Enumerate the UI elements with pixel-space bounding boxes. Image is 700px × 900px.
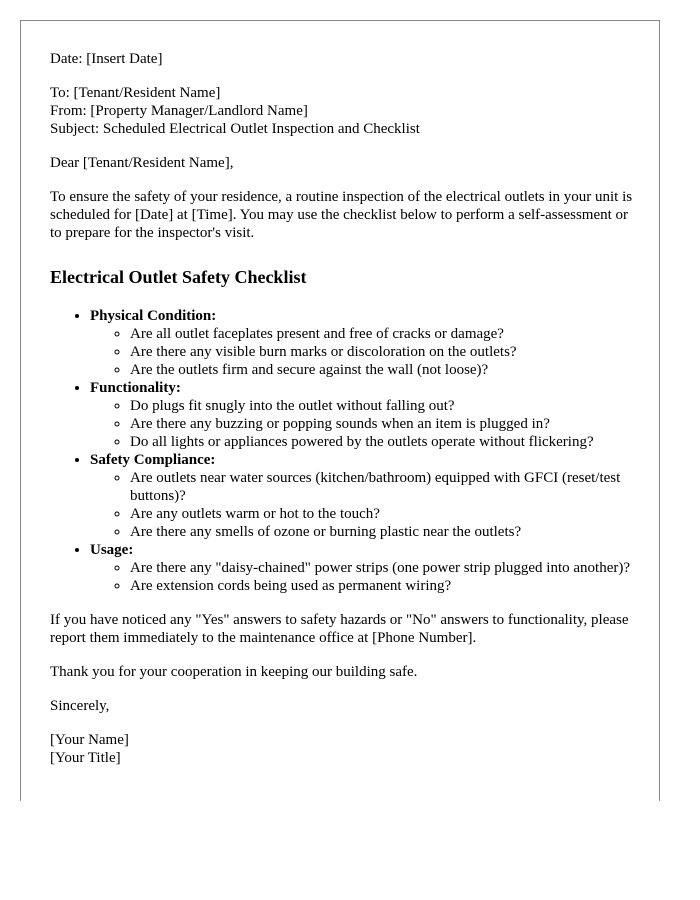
section-title: Safety Compliance:: [90, 452, 216, 468]
signoff: Sincerely,: [50, 698, 110, 714]
checklist: [50, 307, 635, 595]
checklist-question: ◦ Are there any smells of ozone or burning plastic near the outlets?: [130, 523, 635, 541]
checklist-question: ◦ Are all outlet faceplates present and free of cracks or damage?: [130, 325, 635, 343]
thanks-line: Thank you for your cooperation in keeping our building safe.: [50, 664, 418, 680]
question-list: [90, 559, 635, 595]
address-block: [50, 84, 635, 138]
checklist-section: [90, 307, 635, 379]
salutation: Dear [Tenant/Resident Name],: [50, 155, 234, 171]
checklist-section: [90, 451, 635, 541]
checklist-question: ◦ Are extension cords being used as permanent wiring?: [130, 577, 635, 595]
intro-paragraph: To ensure the safety of your residence, a routine inspection of the electrical outlets in your unit is scheduled for [Date] at [Time]. You may use the checklist below to perform a self-assessment or to prepare for the inspector's visit.: [50, 189, 633, 241]
checklist-question: ◦ Do all lights or appliances powered by the outlets operate without flickering?: [130, 433, 635, 451]
signature-name: [Your Name]: [50, 732, 129, 748]
question-list: [90, 325, 635, 379]
checklist-question: ◦ Are there any visible burn marks or discoloration on the outlets?: [130, 343, 635, 361]
signature-title: [Your Title]: [50, 750, 121, 766]
checklist-question: ◦ Do plugs fit snugly into the outlet without falling out?: [130, 397, 635, 415]
section-title: Physical Condition:: [90, 308, 217, 324]
checklist-question: ◦ Are there any "daisy-chained" power strips (one power strip plugged into another)?: [130, 559, 635, 577]
checklist-section: [90, 541, 635, 595]
question-list: [90, 469, 635, 541]
signature-block: [50, 731, 635, 767]
checklist-heading: Electrical Outlet Safety Checklist: [50, 267, 307, 287]
from-line: From: [Property Manager/Landlord Name]: [50, 103, 308, 119]
section-title: Usage:: [90, 542, 134, 558]
checklist-question: ◦ Are outlets near water sources (kitchen/bathroom) equipped with GFCI (reset/test buttons)?: [130, 469, 635, 505]
letter-content: [50, 50, 635, 767]
to-line: To: [Tenant/Resident Name]: [50, 85, 221, 101]
date-line: Date: [Insert Date]: [50, 51, 163, 67]
checklist-section: [90, 379, 635, 451]
closing-paragraph: If you have noticed any "Yes" answers to safety hazards or "No" answers to functionality, please report them immediately to the maintenance office at [Phone Number].: [50, 612, 629, 646]
section-title: Functionality:: [90, 380, 181, 396]
letter-page: [20, 20, 660, 801]
checklist-question: ◦ Are the outlets firm and secure against the wall (not loose)?: [130, 361, 635, 379]
checklist-question: ◦ Are any outlets warm or hot to the touch?: [130, 505, 635, 523]
checklist-question: ◦ Are there any buzzing or popping sounds when an item is plugged in?: [130, 415, 635, 433]
subject-line: Subject: Scheduled Electrical Outlet Inspection and Checklist: [50, 121, 420, 137]
question-list: [90, 397, 635, 451]
